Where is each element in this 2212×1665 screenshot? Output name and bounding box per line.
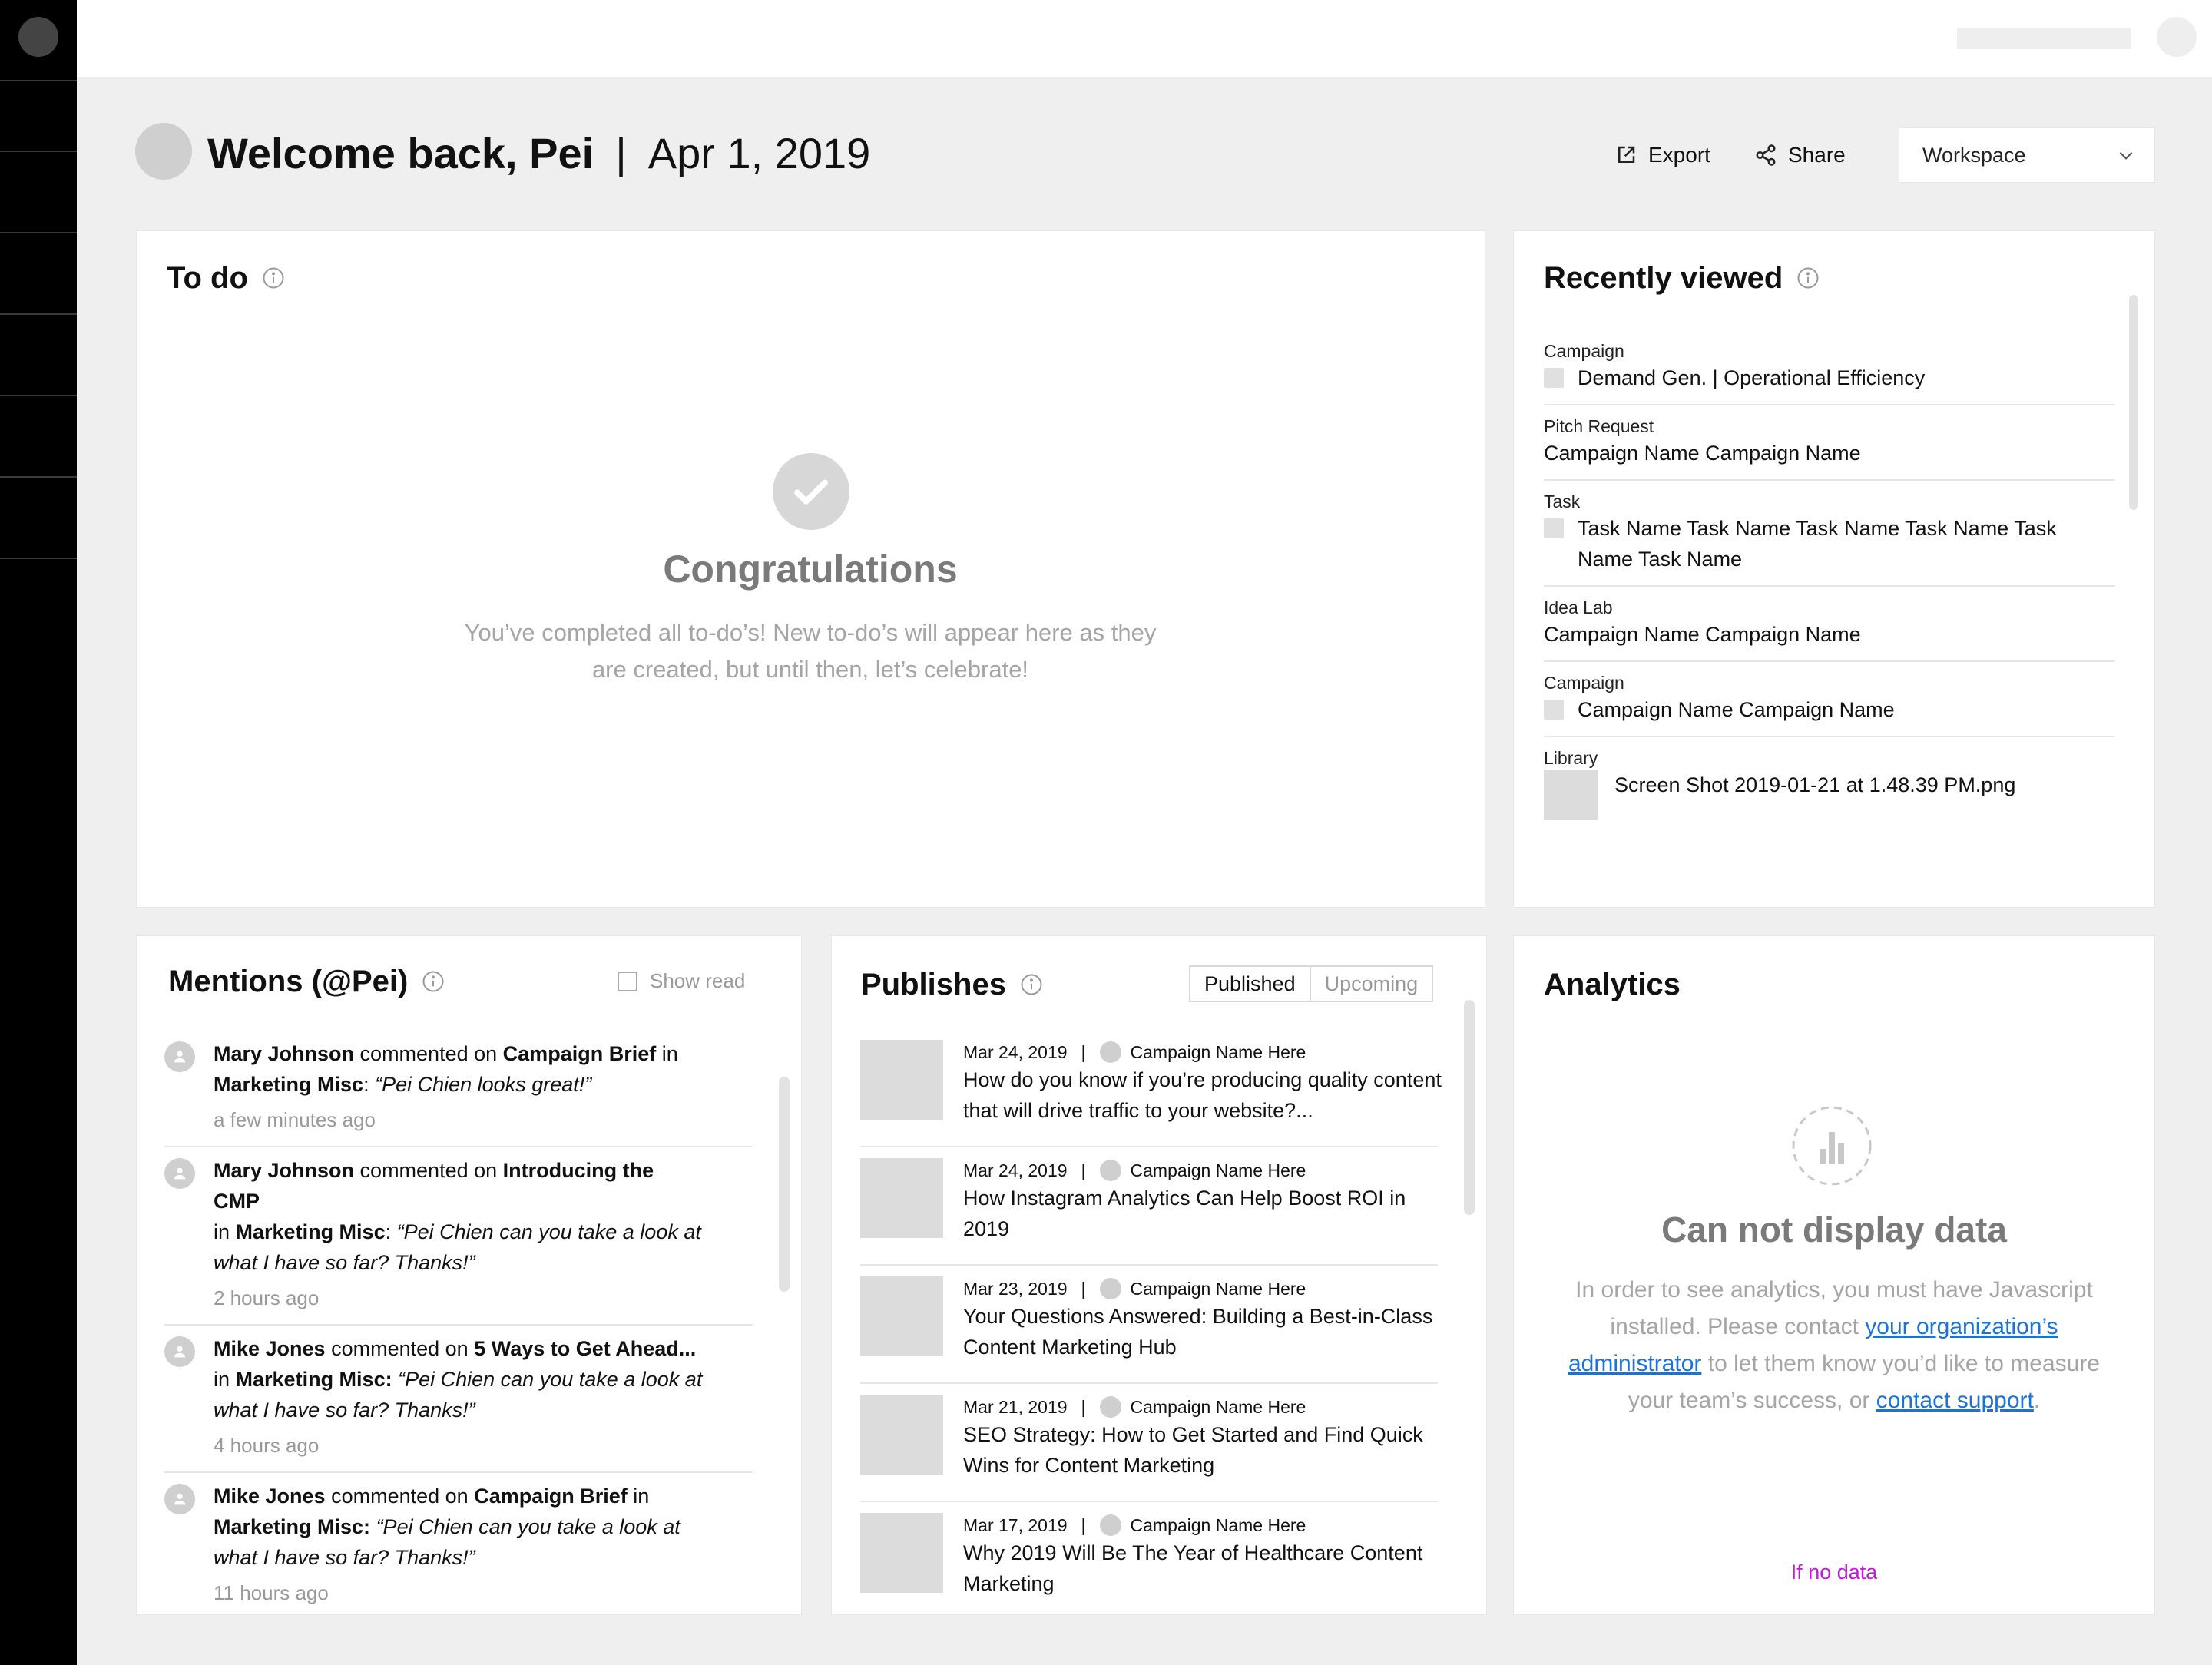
design-annotation: If no data (1790, 1561, 1878, 1584)
publish-campaign: Campaign Name Here (1130, 1279, 1306, 1299)
item-name: Screen Shot 2019-01-21 at 1.48.39 PM.png (1614, 773, 2016, 796)
mention-quote: “Pei Chien can you take a look at what I have so far? Thanks!” (214, 1220, 701, 1274)
list-item[interactable]: Mar 24, 2019 | Campaign Name Here How Instagram Analytics Can Help Boost ROI in 2019 (860, 1147, 1438, 1266)
mention-in: in (633, 1485, 650, 1508)
mention-quote: “Pei Chien can you take a look at what I have so far? Thanks!” (214, 1515, 680, 1569)
share-button[interactable] (1754, 138, 1846, 172)
admin-link[interactable]: your organization’s administrator (1568, 1314, 2058, 1376)
rail-item-4[interactable] (0, 315, 77, 396)
item-name: Campaign Name Campaign Name (1544, 623, 1861, 646)
mention-action: commented on (331, 1337, 469, 1360)
list-item[interactable] (1544, 662, 2115, 737)
list-item[interactable] (1544, 737, 2115, 831)
analytics-body-2: to let them know you’d like to measure your team’s success, or (1628, 1351, 2100, 1413)
mention-time: 2 hours ago (214, 1286, 320, 1309)
chevron-down-icon (2116, 145, 2136, 165)
analytics-empty-heading: Can not display data (1661, 1210, 2007, 1250)
checkbox[interactable] (618, 972, 637, 991)
campaign-icon (1100, 1396, 1121, 1418)
scrollbar[interactable] (779, 1077, 790, 1292)
analytics-body-3: . (2033, 1388, 2041, 1413)
campaign-icon (1100, 1160, 1121, 1181)
mention-target[interactable]: Campaign Brief (474, 1485, 628, 1508)
publish-campaign: Campaign Name Here (1130, 1515, 1306, 1535)
current-date: Apr 1, 2019 (647, 129, 871, 177)
publish-list (860, 1029, 1442, 1620)
analytics-empty-message (1551, 1272, 2117, 1419)
publish-date: Mar 23, 2019 (963, 1279, 1068, 1299)
info-icon[interactable] (1020, 973, 1043, 996)
export-label: Export (1648, 143, 1710, 167)
publish-campaign: Campaign Name Here (1130, 1160, 1306, 1180)
checkmark-icon (773, 453, 849, 530)
mention-in: in (661, 1042, 678, 1065)
file-thumbnail (1544, 770, 1598, 820)
info-icon[interactable] (262, 266, 285, 290)
mention-sep: : (363, 1073, 369, 1096)
mention-place[interactable]: Marketing Misc (235, 1220, 386, 1243)
list-item[interactable]: Mar 23, 2019 | Campaign Name Here Your Questions Answered: Building a Best-in-Class Content Marketing Hub (860, 1266, 1438, 1384)
mentions-title (168, 963, 445, 1000)
publish-title[interactable]: How Instagram Analytics Can Help Boost ROI in 2019 (963, 1187, 1406, 1240)
publish-thumbnail (860, 1040, 943, 1120)
info-icon[interactable] (1796, 266, 1820, 290)
list-item[interactable]: Mar 21, 2019 | Campaign Name Here SEO Strategy: How to Get Started and Find Quick Wins for Content Marketing (860, 1384, 1438, 1502)
campaign-icon (1544, 368, 1564, 388)
show-read-label: Show read (650, 969, 746, 992)
publishes-tabs (1189, 965, 1433, 1002)
rail-item-5[interactable] (0, 396, 77, 478)
campaign-icon (1100, 1278, 1121, 1299)
mention-action: commented on (331, 1485, 469, 1508)
list-item[interactable] (164, 1326, 753, 1473)
publishes-title (861, 966, 1043, 1003)
todo-title (167, 260, 285, 296)
campaign-icon (1544, 700, 1564, 720)
campaign-icon (1100, 1514, 1121, 1536)
todo-title-text: To do (167, 261, 248, 295)
recently-viewed-title (1544, 260, 1820, 296)
mention-time: 4 hours ago (214, 1434, 320, 1457)
publish-thumbnail (860, 1276, 943, 1356)
mention-user[interactable]: Mary Johnson (214, 1159, 355, 1182)
mention-user[interactable]: Mike Jones (214, 1485, 326, 1508)
show-read-checkbox[interactable] (618, 969, 745, 993)
mention-sep: : (385, 1220, 392, 1243)
campaign-icon (1100, 1041, 1121, 1063)
mention-place[interactable]: Marketing Misc: (235, 1368, 392, 1391)
mention-action: commented on (359, 1042, 498, 1065)
item-type: Pitch Request (1544, 416, 1654, 436)
mention-target[interactable]: Introducing the CMP (214, 1159, 654, 1213)
user-icon (164, 1041, 195, 1072)
mentions-title-text: Mentions (@Pei) (168, 965, 409, 998)
export-button[interactable] (1614, 138, 1710, 172)
publish-title[interactable]: SEO Strategy: How to Get Started and Find Quick Wins for Content Marketing (963, 1423, 1423, 1477)
publish-date: Mar 24, 2019 (963, 1160, 1068, 1180)
publish-thumbnail (860, 1158, 943, 1238)
list-item[interactable] (164, 1147, 753, 1326)
page-title (207, 126, 870, 181)
publish-title[interactable]: Your Questions Answered: Building a Best-in-Class Content Marketing Hub (963, 1305, 1433, 1359)
workspace-label: Workspace (1922, 143, 2026, 167)
mention-target[interactable]: Campaign Brief (502, 1042, 657, 1065)
mention-quote: “Pei Chien looks great!” (375, 1073, 592, 1096)
list-item[interactable] (1544, 587, 2115, 662)
list-item[interactable] (1544, 405, 2115, 481)
publish-thumbnail (860, 1395, 943, 1475)
user-avatar[interactable] (2157, 17, 2197, 57)
scrollbar[interactable] (2129, 295, 2138, 510)
mention-in: in (214, 1220, 230, 1243)
analytics-title-text: Analytics (1544, 968, 1681, 1001)
item-name: Demand Gen. | Operational Efficiency (1578, 366, 1926, 389)
task-icon (1544, 518, 1564, 538)
bar-chart-icon (1792, 1106, 1872, 1186)
item-type: Campaign (1544, 673, 1624, 693)
analytics-body-1: In order to see analytics, you must have Javascript installed. Please contact (1575, 1277, 2093, 1339)
contact-support-link[interactable]: contact support (1876, 1388, 2034, 1413)
publish-thumbnail (860, 1513, 943, 1593)
user-icon (164, 1484, 195, 1514)
global-search-input[interactable] (1957, 28, 2131, 49)
list-item[interactable] (164, 1473, 753, 1619)
tab-upcoming[interactable]: Upcoming (1324, 972, 1419, 995)
publish-date: Mar 17, 2019 (963, 1515, 1068, 1535)
publish-title[interactable]: Why 2019 Will Be The Year of Healthcare Content Marketing (963, 1541, 1423, 1595)
title-separator: | (615, 129, 627, 177)
recently-viewed-title-text: Recently viewed (1544, 261, 1783, 295)
mention-time: a few minutes ago (214, 1108, 376, 1131)
list-item[interactable]: Mar 24, 2019 | Campaign Name Here How do you know if you’re producing quality content that will drive traffic to your website?... (860, 1029, 1438, 1147)
publish-title[interactable]: How do you know if you’re producing quality content that will drive traffic to your website?... (963, 1068, 1442, 1122)
share-icon (1754, 144, 1777, 167)
mention-action: commented on (359, 1159, 498, 1182)
mention-target[interactable]: 5 Ways to Get Ahead... (474, 1337, 697, 1360)
welcome-text: Welcome back, Pei (207, 129, 594, 177)
tab-published[interactable]: Published (1190, 967, 1311, 1001)
list-item[interactable] (1544, 481, 2115, 587)
todo-empty-message: You’ve completed all to-do’s! New to-do’s will appear here as they are created, but until then, let’s celebrate! (464, 619, 1157, 683)
top-bar (77, 0, 2212, 77)
rail-item-2[interactable] (0, 152, 77, 233)
info-icon[interactable] (422, 970, 445, 993)
mention-time: 11 hours ago (214, 1581, 329, 1604)
mention-quote: “Pei Chien can you take a look at what I have so far? Thanks!” (214, 1368, 703, 1422)
publish-campaign: Campaign Name Here (1130, 1042, 1306, 1062)
scrollbar[interactable] (1464, 1000, 1475, 1215)
publish-date: Mar 21, 2019 (963, 1397, 1068, 1417)
workspace-select[interactable] (1899, 127, 2155, 183)
mention-place[interactable]: Marketing Misc (214, 1073, 364, 1096)
export-icon (1614, 144, 1637, 167)
item-type: Idea Lab (1544, 597, 1613, 617)
item-name: Campaign Name Campaign Name (1578, 698, 1895, 721)
list-item[interactable] (1544, 330, 2115, 405)
item-type: Campaign (1544, 341, 1624, 361)
rail-item-3[interactable] (0, 233, 77, 315)
mention-list (164, 1031, 753, 1619)
rail-item-home[interactable] (0, 0, 77, 81)
rail-item-1[interactable] (0, 77, 77, 152)
mention-user[interactable]: Mike Jones (214, 1337, 326, 1360)
item-type: Task (1544, 492, 1581, 511)
item-type: Library (1544, 748, 1598, 768)
todo-empty-heading: Congratulations (663, 548, 958, 591)
item-name: Task Name Task Name Task Name Task Name Task Name Task Name (1578, 517, 2057, 571)
user-icon (164, 1158, 195, 1189)
share-label: Share (1788, 143, 1846, 167)
left-rail (0, 0, 77, 1665)
analytics-title (1544, 966, 1681, 1003)
publishes-title-text: Publishes (861, 968, 1006, 1001)
recently-viewed-list (1544, 330, 2115, 831)
mention-user[interactable]: Mary Johnson (214, 1042, 355, 1065)
publish-date: Mar 24, 2019 (963, 1042, 1068, 1062)
mention-in: in (214, 1368, 230, 1391)
welcome-avatar (135, 123, 192, 180)
item-name: Campaign Name Campaign Name (1544, 442, 1861, 465)
mention-place[interactable]: Marketing Misc: (214, 1515, 371, 1538)
list-item[interactable] (164, 1031, 753, 1147)
user-icon (164, 1336, 195, 1367)
publish-campaign: Campaign Name Here (1130, 1397, 1306, 1417)
list-item[interactable]: Mar 17, 2019 | Campaign Name Here Why 2019 Will Be The Year of Healthcare Content Marketing (860, 1502, 1438, 1620)
